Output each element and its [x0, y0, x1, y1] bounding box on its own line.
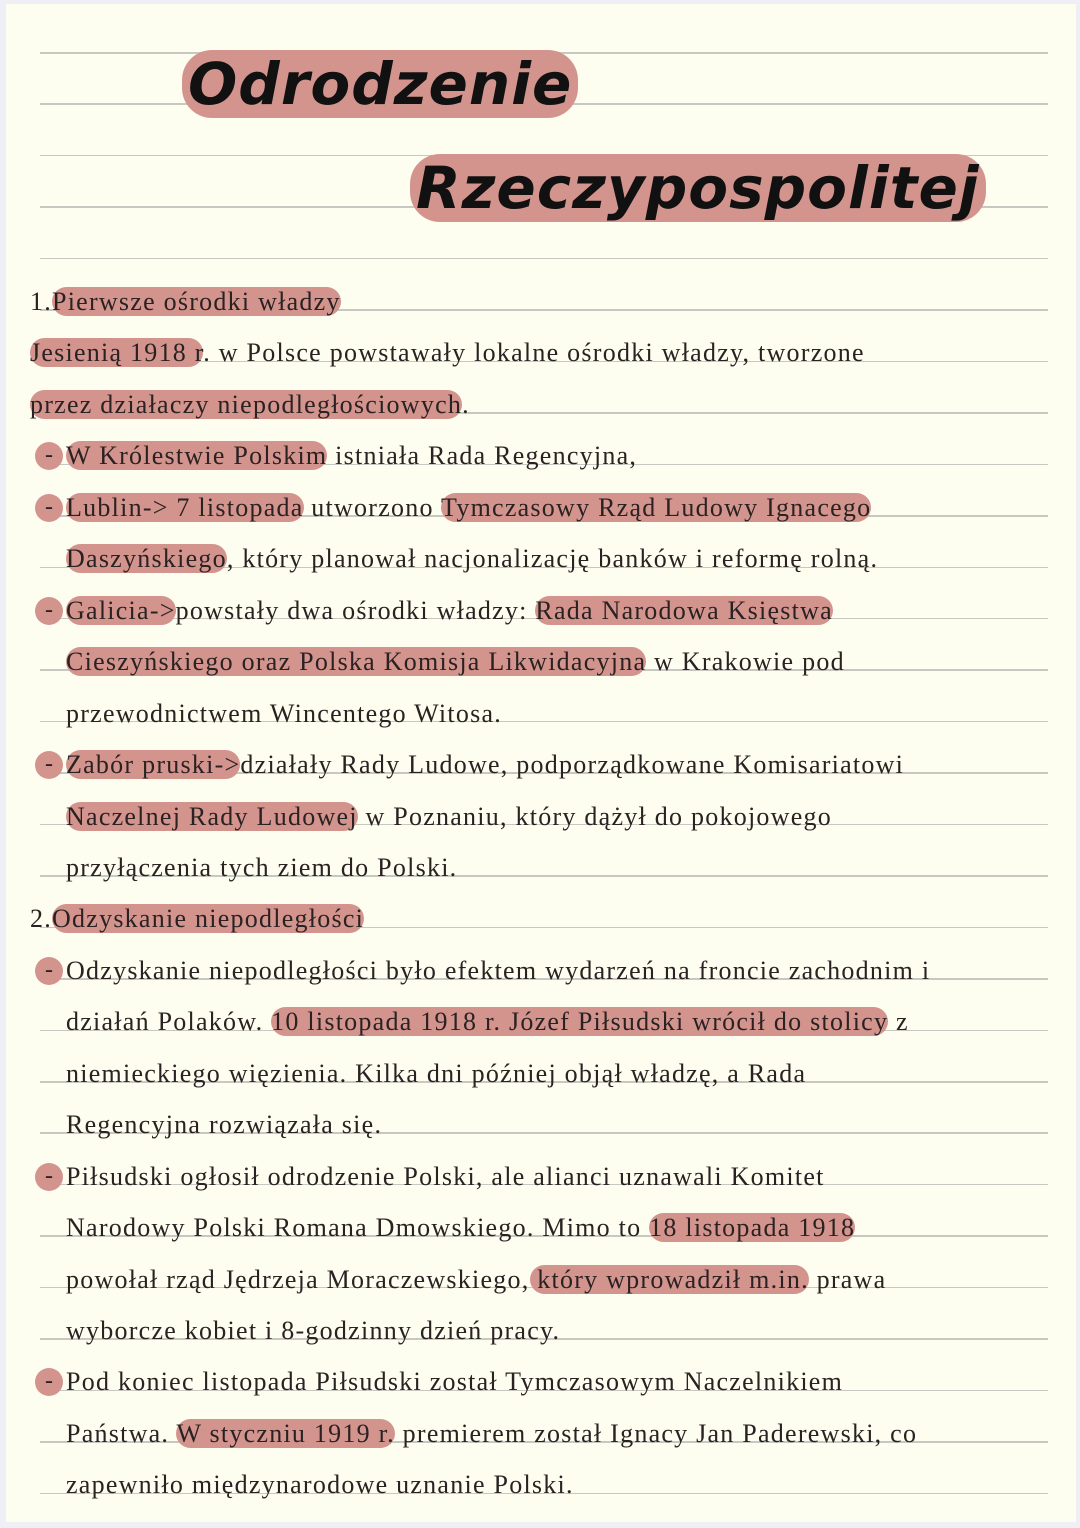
- title-text: Odrodzenie: [182, 50, 578, 118]
- note-line: [66, 1211, 855, 1245]
- text: w Poznaniu, który dążył do pokojowego: [357, 801, 832, 831]
- text: premierem został Ignacy Jan Paderewski, co: [394, 1418, 918, 1448]
- highlighted-text: Cieszyńskiego oraz Polska Komisja Likwidacyjna: [66, 647, 647, 677]
- text: Regencyjna rozwiązała się.: [66, 1110, 383, 1140]
- text: 2.: [30, 904, 52, 934]
- text: powołał rząd Jędrzeja Moraczewskiego,: [66, 1264, 530, 1294]
- text: przyłączenia tych ziem do Polski.: [66, 852, 458, 882]
- text: wyborcze kobiet i 8-godzinny dzień pracy.: [66, 1316, 561, 1345]
- text: Państwa.: [66, 1418, 177, 1448]
- highlighted-text: Galicia->: [66, 595, 176, 625]
- highlighted-text: 18 listopada 1918: [649, 1213, 856, 1243]
- highlighted-text: Zabór pruski->: [66, 750, 241, 780]
- note-line: [66, 491, 871, 525]
- note-line: [30, 285, 341, 319]
- text: przewodnictwem Wincentego Witosa.: [66, 698, 503, 728]
- note-line: [66, 697, 502, 731]
- text: Piłsudski ogłosił odrodzenie Polski, ale alianci uznawali Komitet: [66, 1161, 825, 1191]
- bullet-icon: -: [35, 1163, 63, 1191]
- text: utworzono: [303, 492, 442, 522]
- highlighted-text: W Królestwie Polskim: [66, 441, 328, 471]
- highlighted-text: Lublin-> 7 listopada: [66, 492, 304, 522]
- note-line: [66, 1160, 825, 1194]
- text: .: [462, 389, 470, 419]
- highlighted-text: Pierwsze ośrodki władzy: [52, 287, 341, 316]
- highlighted-text: 10 listopada 1918 r. Józef Piłsudski wrócił do stolicy: [271, 1007, 889, 1037]
- note-line: [30, 388, 470, 422]
- highlighted-text: który wprowadził m.in.: [529, 1264, 809, 1294]
- text: , który planował nacjonalizację banków i reformę rolną.: [226, 544, 879, 574]
- highlighted-text: W styczniu 1919 r.: [176, 1418, 395, 1448]
- bullet-icon: -: [35, 1368, 63, 1396]
- note-line: [66, 439, 637, 473]
- bullet-icon: -: [35, 751, 63, 779]
- note-line: [66, 851, 457, 885]
- text: z: [888, 1007, 909, 1037]
- highlighted-text: Jesienią 1918 r: [30, 338, 204, 368]
- text: działań Polaków.: [66, 1007, 272, 1037]
- highlighted-text: Rada Narodowa Księstwa: [535, 595, 833, 625]
- rule-line: [40, 258, 1048, 260]
- bullet-icon: -: [35, 597, 63, 625]
- bullet-icon: -: [35, 957, 63, 985]
- title-line-1: [182, 50, 578, 118]
- text: Pod koniec listopada Piłsudski został Tymczasowym Naczelnikiem: [66, 1367, 844, 1397]
- text: . w Polsce powstawały lokalne ośrodki władzy, tworzone: [203, 338, 865, 368]
- note-line: [66, 542, 878, 576]
- note-line: [30, 336, 865, 370]
- note-line: [66, 594, 833, 628]
- note-line: [66, 645, 845, 679]
- notebook-page: [6, 4, 1076, 1522]
- text: w Krakowie pod: [646, 647, 845, 677]
- note-line: [66, 800, 832, 834]
- highlighted-text: przez działaczy niepodległościowych: [30, 389, 463, 419]
- note-line: [66, 1417, 917, 1451]
- text: istniała Rada Regencyjna,: [327, 441, 638, 471]
- text: zapewniło międzynarodowe uznanie Polski.: [66, 1470, 574, 1500]
- note-line: [66, 1365, 843, 1399]
- title-line-2: [410, 154, 986, 222]
- text: działały Rady Ludowe, podporządkowane Komisariatowi: [240, 750, 905, 780]
- note-line: [66, 1108, 382, 1142]
- note-line: [30, 902, 364, 936]
- text: niemieckiego więzienia. Kilka dni później objął władzę, a Rada: [66, 1058, 807, 1088]
- note-line: [66, 1005, 909, 1039]
- note-line: [66, 1057, 806, 1091]
- note-line: [66, 1468, 574, 1502]
- note-line: [66, 954, 930, 988]
- bullet-icon: -: [35, 442, 63, 470]
- text: Odzyskanie niepodległości było efektem wydarzeń na froncie zachodnim i: [66, 955, 931, 985]
- note-line: [66, 1263, 886, 1297]
- text: powstały dwa ośrodki władzy:: [175, 595, 536, 625]
- highlighted-text: Odzyskanie niepodległości: [52, 904, 365, 934]
- text: prawa: [808, 1264, 887, 1294]
- note-line: [66, 748, 904, 782]
- highlighted-text: Daszyńskiego: [66, 544, 227, 574]
- highlighted-text: Tymczasowy Rząd Ludowy Ignacego: [441, 492, 872, 522]
- note-line: [66, 1314, 560, 1348]
- bullet-icon: -: [35, 494, 63, 522]
- text: 1.: [30, 287, 52, 316]
- highlighted-text: Naczelnej Rady Ludowej: [66, 801, 358, 831]
- text: Narodowy Polski Romana Dmowskiego. Mimo to: [66, 1213, 650, 1243]
- title-text: Rzeczypospolitej: [410, 154, 986, 222]
